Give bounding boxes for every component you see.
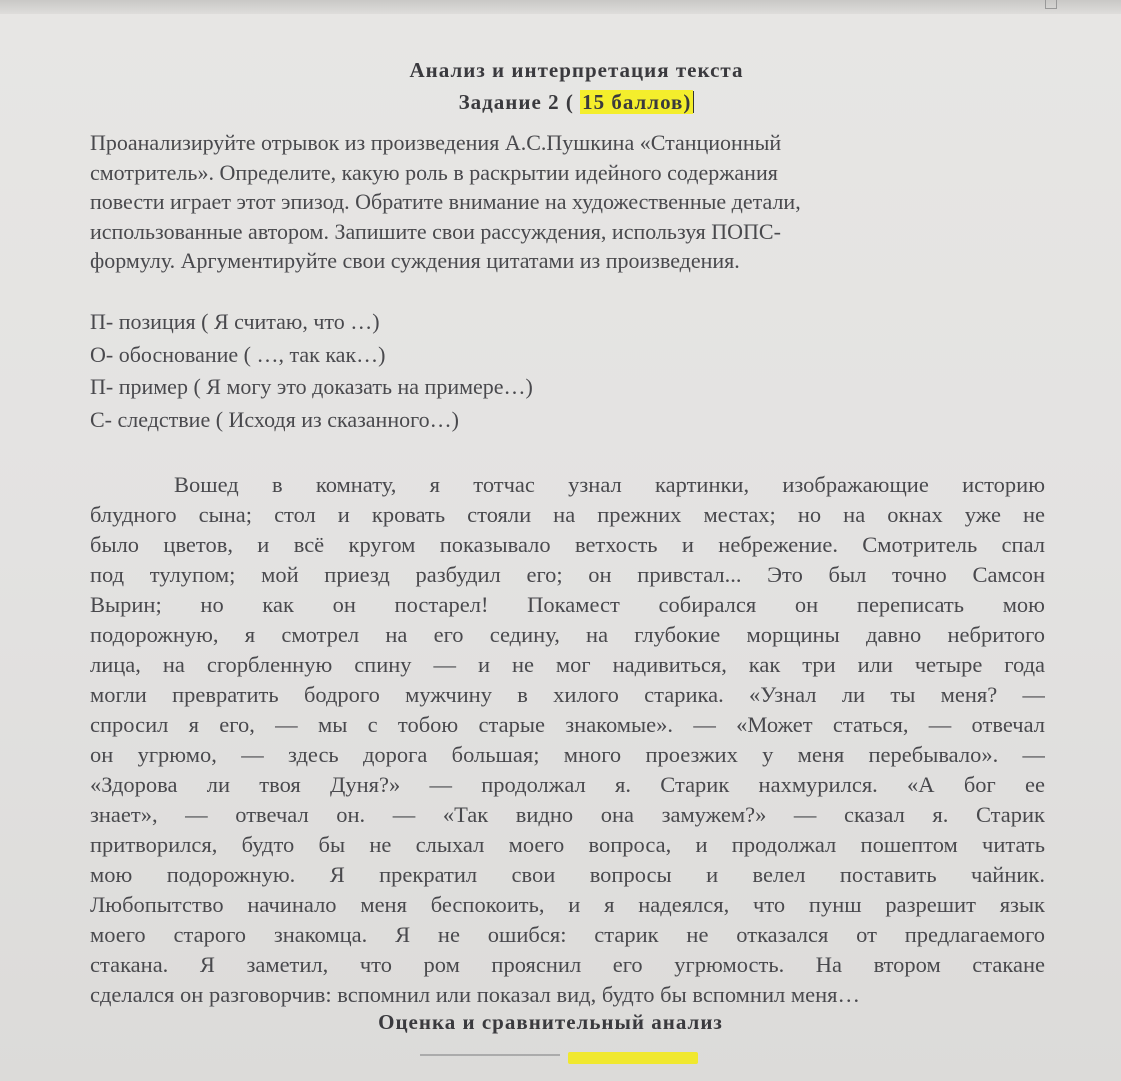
page-title: Анализ и интерпретация текста <box>409 58 744 82</box>
instruction-line: формулу. Аргументируйте свои суждения цитатами из произведения. <box>90 248 740 273</box>
instruction-line: Проанализируйте отрывок из произведения А.С.Пушкина «Станционный <box>90 130 782 155</box>
excerpt-line: могли превратить бодрого мужчину в хилого старика. «Узнал ли ты меня? — <box>90 682 1045 707</box>
excerpt-line: он угрюмо, — здесь дорога большая; много проезжих у меня перебывало». — <box>90 742 1045 767</box>
pops-item-consequence: С- следствие ( Исходя из сказанного…) <box>90 406 459 432</box>
cut-off-highlight <box>568 1052 698 1064</box>
task-points-highlight: 15 баллов) <box>582 90 692 114</box>
excerpt-line: мою подорожную. Я прекратил свои вопросы и велел поставить чайник. <box>90 862 1045 887</box>
excerpt-line: Любопытство начинало меня беспокоить, и я надеялся, что пунш разрешит язык <box>90 892 1045 917</box>
instruction-line: использованные автором. Запишите свои рассуждения, используя ПОПС- <box>90 218 781 244</box>
excerpt-line: моего старого знакомца. Я не ошибся: старик не отказался от предлагаемого <box>90 922 1045 947</box>
excerpt-line: спросил я его, — мы с тобою старые знакомые». — «Может статься, — отвечал <box>90 712 1045 737</box>
excerpt-line: лица, на сгорбленную спину — и не мог надивиться, как три или четыре года <box>90 652 1045 677</box>
instruction-line: смотритель». Определите, какую роль в раскрытии идейного содержания <box>90 159 778 185</box>
literary-excerpt <box>90 470 1045 1010</box>
task-instructions <box>90 128 990 276</box>
excerpt-line: под тулупом; мой приезд разбудил его; он привстал... Это был точно Самсон <box>90 562 1045 587</box>
excerpt-line: «Здорова ли твоя Дуня?» — продолжал я. Старик нахмурился. «А бог ее <box>90 772 1045 797</box>
window-corner-icon <box>1045 0 1057 9</box>
pops-item-position: П- позиция ( Я считаю, что …) <box>90 309 380 334</box>
excerpt-line: притворился, будто бы не слыхал моего вопроса, и продолжал пошептом читать <box>90 832 1045 857</box>
excerpt-line: сделался он разговорчив: вспомнил или показал вид, будто бы вспомнил меня… <box>90 982 860 1007</box>
excerpt-line: было цветов, и всё кругом показывало ветхость и небрежение. Смотритель спал <box>90 532 1045 557</box>
excerpt-line: знает», — отвечал он. — «Так видно она замужем?» — сказал я. Старик <box>90 802 1045 827</box>
window-top-strip <box>0 0 1121 14</box>
excerpt-line: Вошед в комнату, я тотчас узнал картинки, изображающие историю <box>174 472 1045 497</box>
excerpt-line: стакана. Я заметил, что ром прояснил его угрюмость. На втором стакане <box>90 952 1045 977</box>
cut-off-text-line <box>420 1054 560 1064</box>
excerpt-line: блудного сына; стол и кровать стояли на прежних местах; но на окнах уже не <box>90 502 1045 527</box>
instruction-line: повести играет этот эпизод. Обратите внимание на художественные детали, <box>90 189 801 214</box>
pops-item-example: П- пример ( Я могу это доказать на примере…) <box>90 374 533 399</box>
excerpt-line: Вырин; но как он постарел! Покамест собирался он переписать мою <box>90 592 1045 617</box>
pops-item-justification: О- обоснование ( …, так как…) <box>90 341 386 367</box>
excerpt-line: подорожную, я смотрел на его седину, на глубокие морщины давно небритого <box>90 622 1045 647</box>
task-heading <box>16 90 1121 115</box>
pops-formula-list <box>90 306 533 436</box>
task-label: Задание 2 ( <box>458 90 581 114</box>
text-cursor[interactable] <box>693 91 694 113</box>
next-section-title: Оценка и сравнительный анализ <box>378 1010 723 1034</box>
